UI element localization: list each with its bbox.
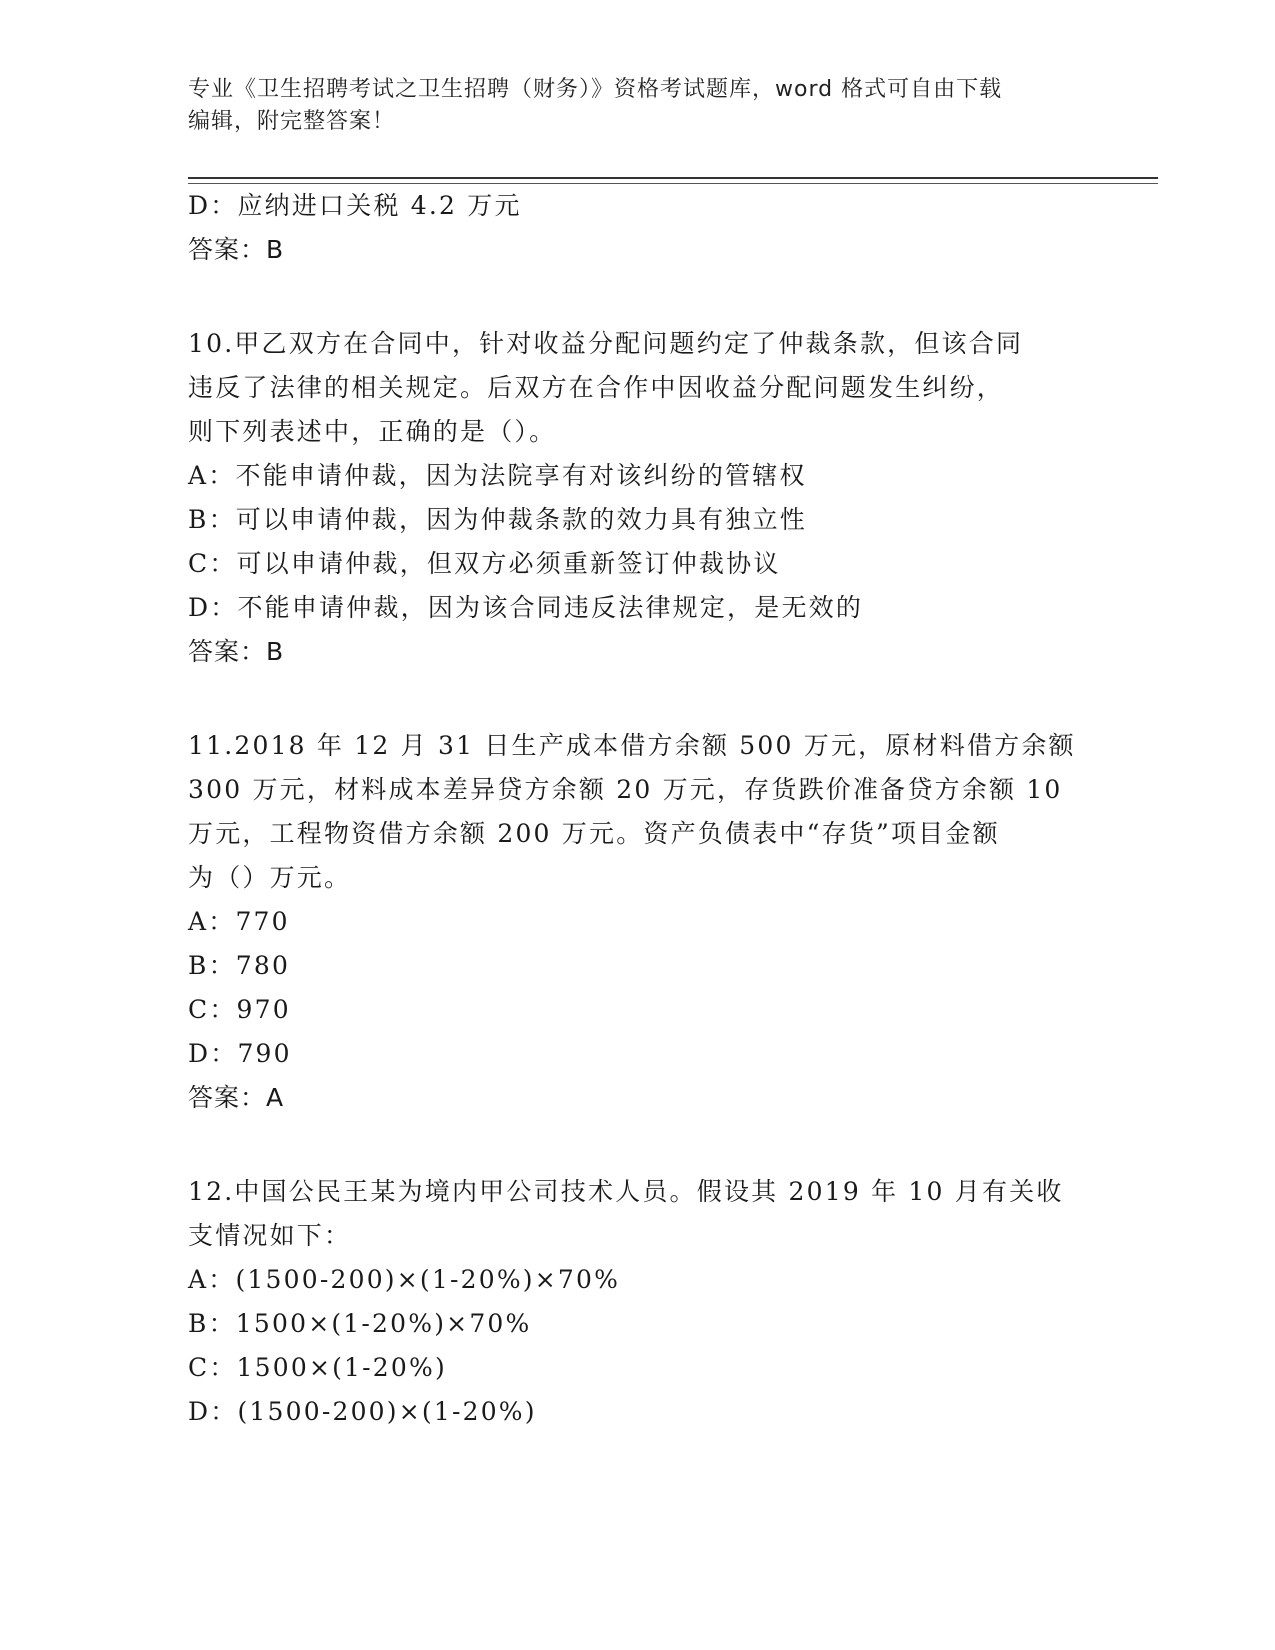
q12-stem-line-2: 支情况如下： (188, 1221, 352, 1250)
q9-answer: 答案：B (188, 235, 285, 264)
q10-option-d: D：不能申请仲裁，因为该合同违反法律规定，是无效的 (188, 593, 864, 622)
q9-option-d: D：应纳进口关税 4.2 万元 (188, 191, 522, 220)
header-divider-thick (188, 177, 1158, 179)
q12-stem-line-1: 12.中国公民王某为境内甲公司技术人员。假设其 2019 年 10 月有关收 (188, 1177, 1064, 1206)
q10-option-a: A：不能申请仲裁，因为法院享有对该纠纷的管辖权 (188, 461, 807, 490)
q11-option-d: D：790 (188, 1039, 292, 1068)
q10-answer: 答案：B (188, 637, 285, 666)
header-line-1: 专业《卫生招聘考试之卫生招聘（财务）》资格考试题库，word 格式可自由下载 (188, 77, 1003, 102)
q11-option-c: C：970 (188, 995, 291, 1024)
q11-stem-line-1: 11.2018 年 12 月 31 日生产成本借方余额 500 万元，原材料借方余额 (188, 731, 1076, 760)
q11-stem-line-2: 300 万元，材料成本差异贷方余额 20 万元，存货跌价准备贷方余额 10 (188, 775, 1063, 804)
q10-stem-line-2: 违反了法律的相关规定。后双方在合作中因收益分配问题发生纠纷， (188, 373, 1005, 402)
header-divider-thin (188, 183, 1158, 184)
q11-answer: 答案：A (188, 1083, 285, 1112)
q10-stem-line-3: 则下列表述中，正确的是（）。 (188, 417, 557, 446)
q11-option-b: B：780 (188, 951, 291, 980)
q12-option-c: C：1500×(1-20%) (188, 1353, 447, 1382)
q11-stem-line-4: 为（）万元。 (188, 863, 352, 892)
q11-option-a: A：770 (188, 907, 290, 936)
q10-stem-line-1: 10.甲乙双方在合同中，针对收益分配问题约定了仲裁条款，但该合同 (188, 329, 1024, 358)
q12-option-b: B：1500×(1-20%)×70% (188, 1309, 532, 1338)
q11-stem-line-3: 万元，工程物资借方余额 200 万元。资产负债表中“存货”项目金额 (188, 819, 1000, 848)
q12-option-d: D：(1500-200)×(1-20%) (188, 1397, 537, 1426)
q10-option-b: B：可以申请仲裁，因为仲裁条款的效力具有独立性 (188, 505, 807, 534)
q12-option-a: A：(1500-200)×(1-20%)×70% (188, 1265, 621, 1294)
document-header (188, 74, 1068, 138)
header-line-2: 编辑，附完整答案！ (188, 109, 396, 134)
q10-option-c: C：可以申请仲裁，但双方必须重新签订仲裁协议 (188, 549, 781, 578)
